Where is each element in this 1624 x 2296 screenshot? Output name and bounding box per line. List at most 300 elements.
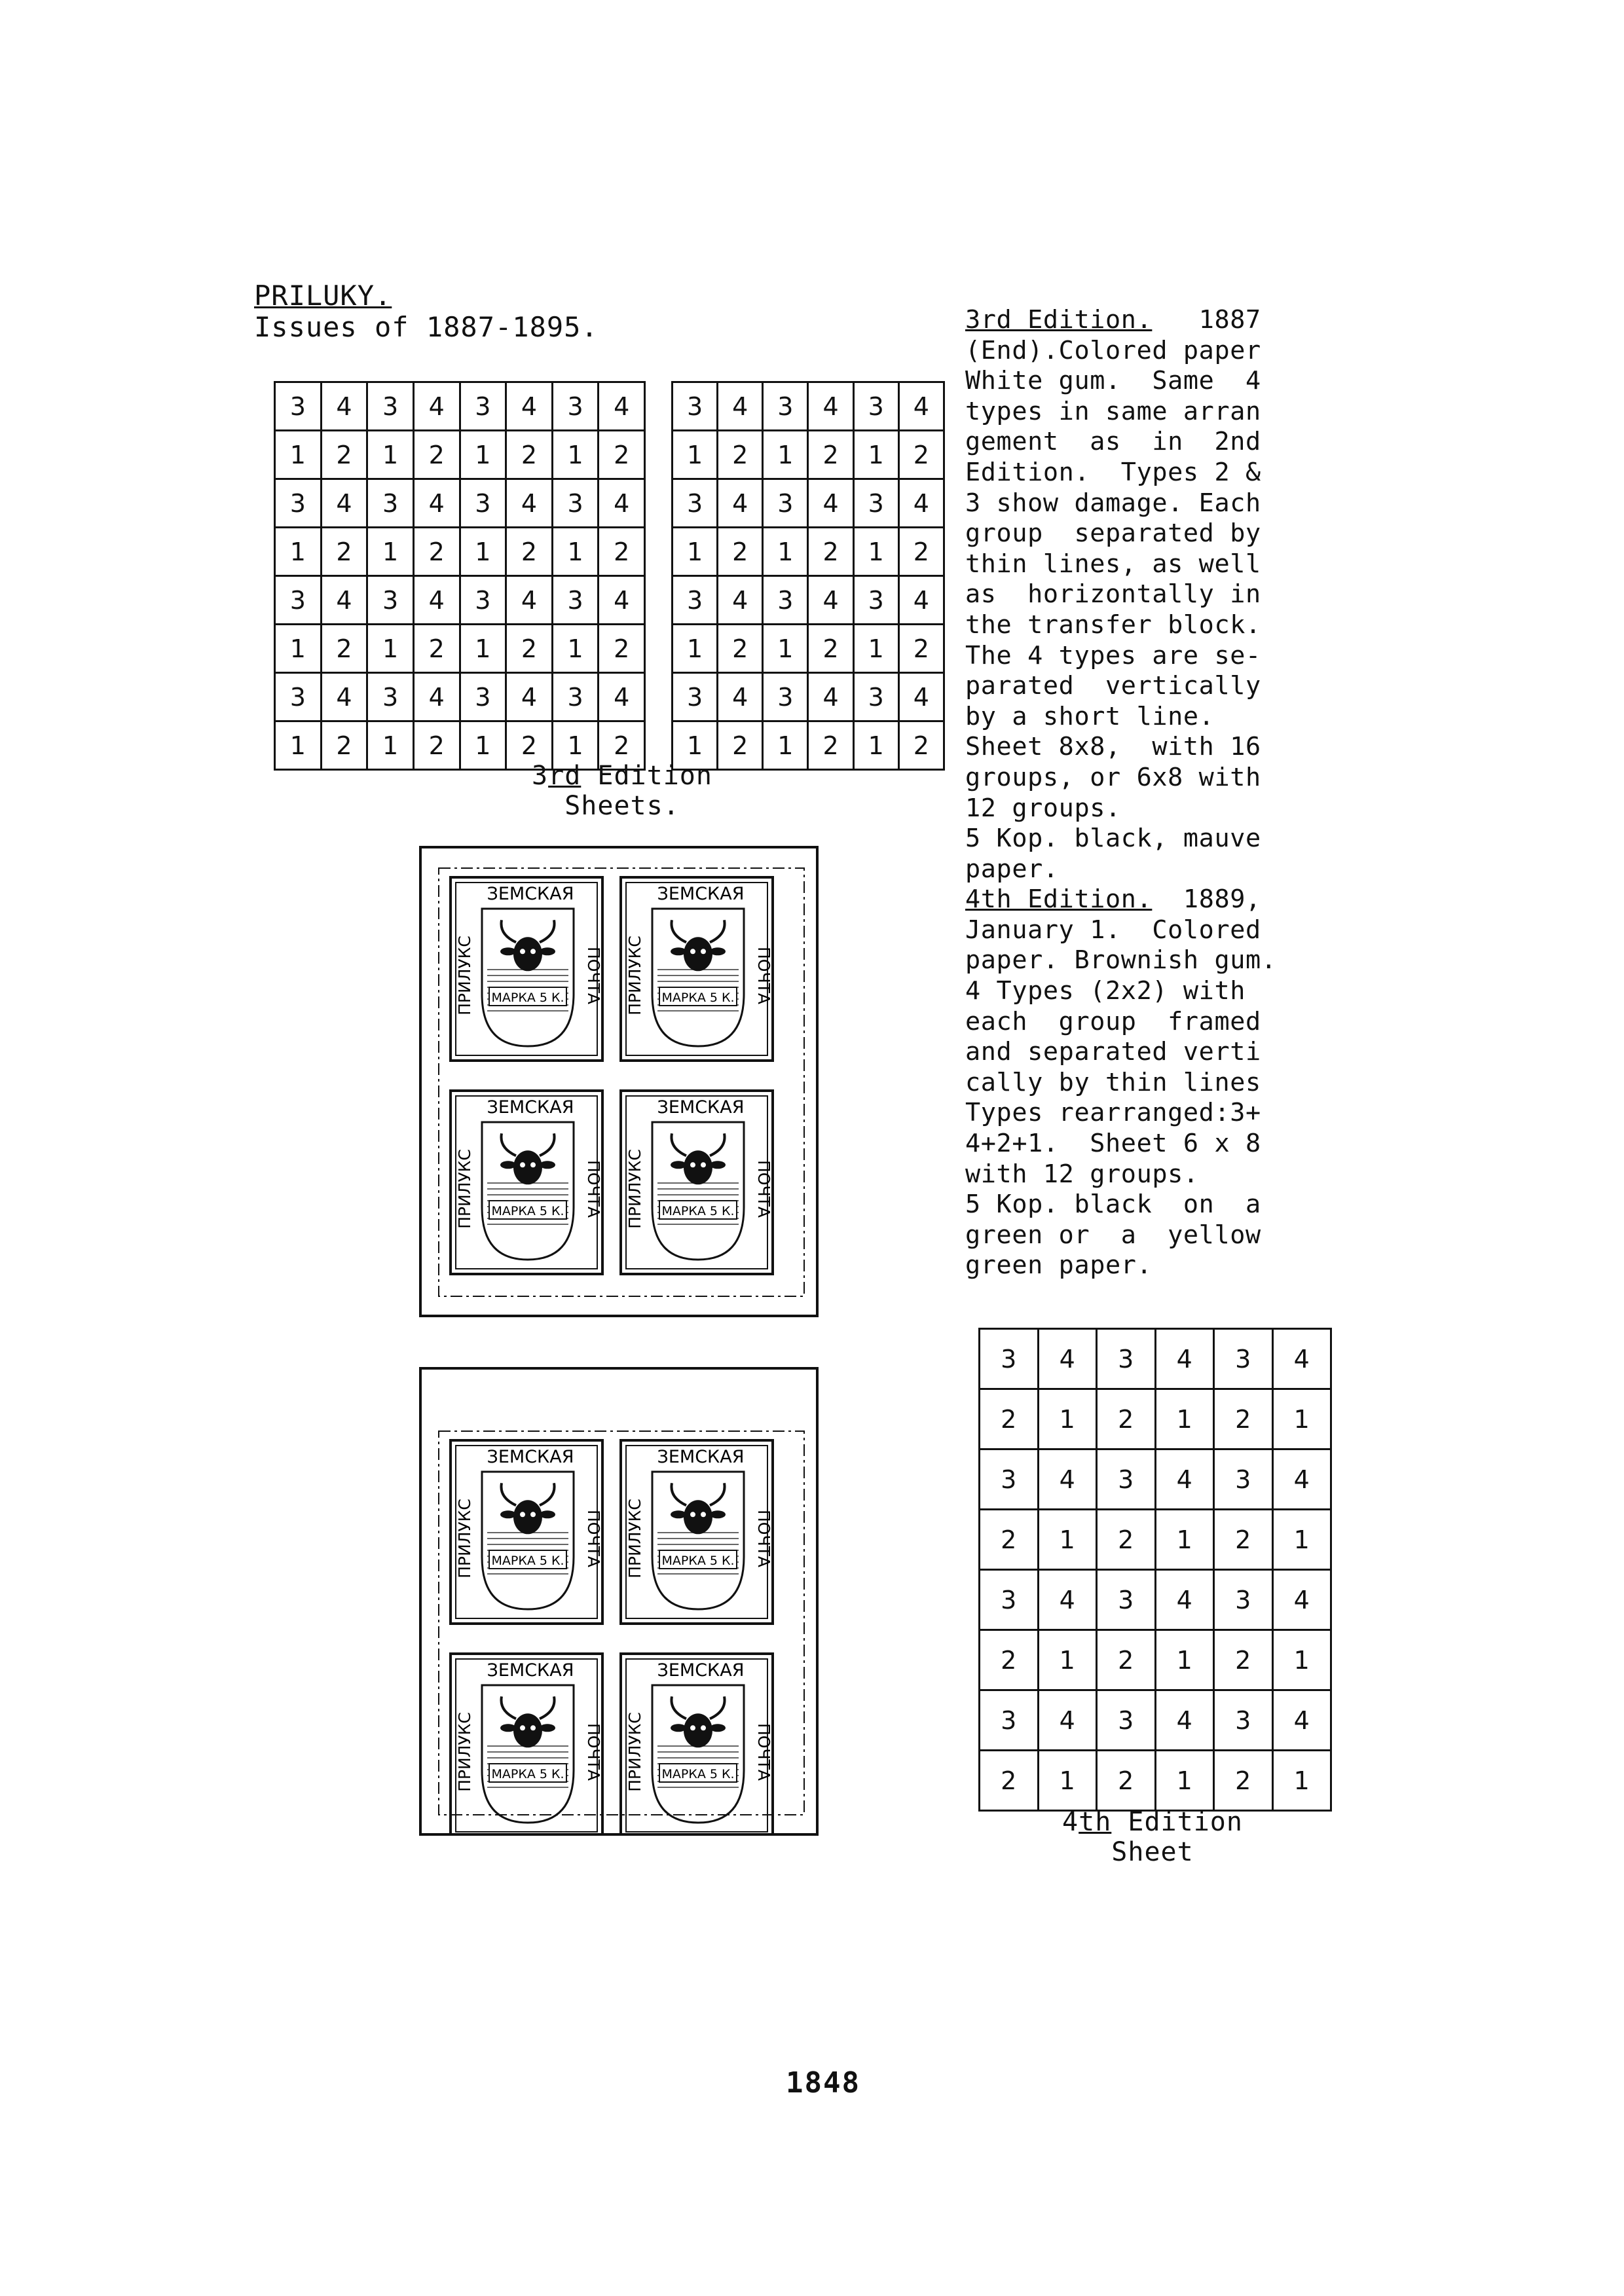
fourth-edition-sheet-6x8 xyxy=(978,1328,1332,1812)
grid-cell: 4 xyxy=(1272,1570,1331,1630)
bull-head-icon xyxy=(513,1500,542,1534)
caption-num: 4 xyxy=(1062,1807,1079,1837)
grid-cell: 4 xyxy=(1155,1570,1214,1630)
page-heading xyxy=(254,280,599,343)
grid-cell: 4 xyxy=(599,673,645,721)
stamp xyxy=(451,877,603,1061)
grid-cell: 2 xyxy=(506,721,553,770)
grid-cell: 3 xyxy=(275,576,322,625)
line-text: (End).Colored paper xyxy=(965,335,1261,365)
grid-cell: 4 xyxy=(898,479,944,528)
text-line xyxy=(965,671,1332,702)
text-line xyxy=(965,458,1332,488)
grid-cell: 3 xyxy=(1097,1329,1156,1389)
grid-cell: 3 xyxy=(275,479,322,528)
text-line xyxy=(965,1037,1332,1068)
stamp-value-text: МАРКА 5 К. xyxy=(661,991,735,1005)
grid-cell: 2 xyxy=(1097,1389,1156,1449)
grid-cell: 4 xyxy=(808,479,853,528)
grid-cell: 2 xyxy=(718,721,763,770)
grid-cell: 1 xyxy=(1155,1751,1214,1811)
grid-cell: 3 xyxy=(763,382,808,431)
grid-cell: 2 xyxy=(808,721,853,770)
grid-cell: 3 xyxy=(673,479,718,528)
grid-cell: 1 xyxy=(763,721,808,770)
third-edition-sheet-6x8 xyxy=(671,381,945,771)
grid-cell: 3 xyxy=(367,673,414,721)
line-text: Types rearranged:3+ xyxy=(965,1098,1261,1128)
line-text: the transfer block. xyxy=(965,610,1261,640)
grid-cell: 3 xyxy=(275,673,322,721)
grid-cell: 2 xyxy=(808,431,853,479)
grid-cell: 2 xyxy=(321,431,367,479)
grid-cell: 4 xyxy=(1155,1329,1214,1389)
stamp-right-text: ПОЧТА xyxy=(584,947,603,1004)
grid-row xyxy=(673,528,944,576)
grid-cell: 3 xyxy=(980,1449,1039,1510)
grid-cell: 3 xyxy=(460,382,506,431)
grid-row xyxy=(275,479,645,528)
bull-head-icon xyxy=(513,1150,542,1184)
text-line xyxy=(965,336,1332,367)
text-line xyxy=(965,427,1332,458)
text-line xyxy=(965,519,1332,549)
shield-outline xyxy=(482,1122,574,1260)
stamp xyxy=(451,1091,603,1274)
grid-cell: 4 xyxy=(321,382,367,431)
grid-cell: 1 xyxy=(1038,1630,1097,1690)
grid-cell: 1 xyxy=(552,528,599,576)
grid-cell: 4 xyxy=(506,479,553,528)
grid-cell: 1 xyxy=(552,625,599,673)
grid-cell: 1 xyxy=(1155,1510,1214,1570)
grid-cell: 1 xyxy=(763,431,808,479)
bull-head-icon xyxy=(513,937,542,971)
caption-num: 3 xyxy=(532,761,549,791)
grid-cell: 1 xyxy=(1272,1630,1331,1690)
line-text: cally by thin lines xyxy=(965,1067,1261,1097)
grid-cell: 2 xyxy=(718,625,763,673)
grid-cell: 1 xyxy=(1038,1751,1097,1811)
grid-row xyxy=(673,576,944,625)
grid-cell: 2 xyxy=(599,625,645,673)
grid-cell: 4 xyxy=(599,382,645,431)
grid-cell: 1 xyxy=(763,528,808,576)
stamp-top-text: ЗЕМСКАЯ xyxy=(487,1660,574,1681)
text-line xyxy=(965,1007,1332,1038)
stamp-right-text: ПОЧТА xyxy=(754,1160,773,1218)
grid-cell: 4 xyxy=(1038,1690,1097,1751)
heading-title: PRILUKY. xyxy=(254,280,392,312)
grid-cell: 3 xyxy=(673,673,718,721)
grid-cell: 2 xyxy=(599,431,645,479)
text-line xyxy=(965,641,1332,672)
line-text: The 4 types are se- xyxy=(965,640,1261,670)
grid-cell: 2 xyxy=(1214,1630,1273,1690)
grid-cell: 1 xyxy=(367,528,414,576)
stamp-top-text: ЗЕМСКАЯ xyxy=(657,1097,745,1118)
grid-cell: 1 xyxy=(673,721,718,770)
grid-cell: 2 xyxy=(1214,1389,1273,1449)
fourth-edition-sheet-caption xyxy=(1008,1807,1297,1867)
grid-row xyxy=(275,431,645,479)
bull-head-icon xyxy=(513,1713,542,1747)
stamp-left-text: ПРИЛУКС xyxy=(455,1499,474,1578)
line-text: 5 Kop. black on a xyxy=(965,1190,1261,1220)
grid-cell: 2 xyxy=(808,528,853,576)
stamp-top-text: ЗЕМСКАЯ xyxy=(657,884,745,904)
stamp-left-text: ПРИЛУКС xyxy=(625,1149,644,1229)
line-text: Sheet 8x8, with 16 xyxy=(965,732,1261,762)
line-text: with 12 groups. xyxy=(965,1159,1199,1189)
stamp-left-text: ПРИЛУКС xyxy=(625,936,644,1015)
grid-cell: 4 xyxy=(808,382,853,431)
line-text: 3 show damage. Each xyxy=(965,488,1261,518)
grid-row xyxy=(980,1630,1331,1690)
shield-outline xyxy=(482,909,574,1046)
grid-row xyxy=(673,382,944,431)
grid-cell: 4 xyxy=(808,673,853,721)
caption-rest: Edition xyxy=(1111,1807,1243,1837)
stamp-value-text: МАРКА 5 К. xyxy=(491,1767,564,1781)
shield-outline xyxy=(652,1685,744,1823)
grid-cell: 2 xyxy=(506,431,553,479)
grid-cell: 1 xyxy=(367,721,414,770)
grid-cell: 2 xyxy=(1097,1630,1156,1690)
bull-head-icon xyxy=(684,937,712,971)
line-text: paper. xyxy=(965,854,1059,884)
line-text: parated vertically xyxy=(965,671,1261,701)
grid-cell: 1 xyxy=(1155,1389,1214,1449)
grid-cell: 3 xyxy=(853,673,898,721)
grid-cell: 1 xyxy=(673,528,718,576)
grid-cell: 3 xyxy=(1214,1329,1273,1389)
grid-cell: 4 xyxy=(718,479,763,528)
grid-cell: 4 xyxy=(1038,1570,1097,1630)
grid-cell: 3 xyxy=(552,479,599,528)
grid-cell: 1 xyxy=(367,431,414,479)
grid-cell: 2 xyxy=(718,528,763,576)
text-line xyxy=(965,1190,1332,1220)
grid-cell: 3 xyxy=(1097,1449,1156,1510)
grid-cell: 2 xyxy=(321,721,367,770)
grid-cell: 1 xyxy=(460,431,506,479)
grid-cell: 4 xyxy=(1038,1329,1097,1389)
grid-cell: 4 xyxy=(1272,1449,1331,1510)
line-text: 5 Kop. black, mauve xyxy=(965,824,1261,854)
grid-cell: 1 xyxy=(275,625,322,673)
grid-cell: 2 xyxy=(808,625,853,673)
grid-cell: 4 xyxy=(321,576,367,625)
grid-cell: 3 xyxy=(1097,1690,1156,1751)
grid-cell: 2 xyxy=(1097,1751,1156,1811)
stamp-value-text: МАРКА 5 К. xyxy=(661,1554,735,1568)
grid-cell: 4 xyxy=(506,673,553,721)
line-text: Edition. Types 2 & xyxy=(965,457,1261,487)
grid-cell: 4 xyxy=(506,382,553,431)
grid-row xyxy=(980,1510,1331,1570)
grid-row xyxy=(275,576,645,625)
stamp-top-text: ЗЕМСКАЯ xyxy=(487,884,574,904)
shield-outline xyxy=(482,1472,574,1609)
grid-cell: 3 xyxy=(1214,1690,1273,1751)
text-line xyxy=(965,366,1332,397)
stamp-block-illustration xyxy=(422,848,816,1315)
stamp xyxy=(621,1091,773,1274)
grid-row xyxy=(980,1751,1331,1811)
grid-row xyxy=(275,528,645,576)
text-line xyxy=(965,579,1332,610)
grid-cell: 4 xyxy=(1272,1690,1331,1751)
text-line xyxy=(965,854,1332,885)
grid-cell: 2 xyxy=(1214,1510,1273,1570)
stamp-right-text: ПОЧТА xyxy=(754,947,773,1004)
grid-cell: 3 xyxy=(367,576,414,625)
stamp-top-text: ЗЕМСКАЯ xyxy=(487,1097,574,1118)
grid-cell: 3 xyxy=(552,382,599,431)
text-line xyxy=(965,1129,1332,1159)
line-text: each group framed xyxy=(965,1006,1261,1036)
third-edition-sheet-8x8 xyxy=(274,381,646,771)
grid-cell: 1 xyxy=(673,431,718,479)
grid-cell: 4 xyxy=(718,382,763,431)
grid-cell: 4 xyxy=(1038,1449,1097,1510)
grid-cell: 1 xyxy=(460,625,506,673)
grid-cell: 3 xyxy=(980,1570,1039,1630)
grid-cell: 3 xyxy=(980,1329,1039,1389)
text-line xyxy=(965,1098,1332,1129)
grid-row xyxy=(980,1389,1331,1449)
stamp-value-text: МАРКА 5 К. xyxy=(491,991,564,1005)
grid-cell: 4 xyxy=(599,479,645,528)
grid-cell: 1 xyxy=(275,721,322,770)
grid-cell: 2 xyxy=(1214,1751,1273,1811)
grid-cell: 2 xyxy=(321,528,367,576)
grid-cell: 1 xyxy=(275,431,322,479)
grid-cell: 1 xyxy=(1272,1751,1331,1811)
text-line xyxy=(965,488,1332,519)
text-line xyxy=(965,397,1332,428)
text-line xyxy=(965,1068,1332,1099)
stamp-left-text: ПРИЛУКС xyxy=(455,936,474,1015)
grid-cell: 2 xyxy=(321,625,367,673)
grid-cell: 4 xyxy=(718,576,763,625)
grid-row xyxy=(980,1690,1331,1751)
line-text: gement as in 2nd xyxy=(965,427,1261,457)
grid-cell: 1 xyxy=(275,528,322,576)
grid-cell: 3 xyxy=(460,673,506,721)
grid-cell: 3 xyxy=(367,382,414,431)
grid-cell: 1 xyxy=(853,528,898,576)
grid-row xyxy=(673,431,944,479)
text-line xyxy=(965,945,1332,976)
line-text: 4+2+1. Sheet 6 x 8 xyxy=(965,1129,1261,1159)
grid-cell: 4 xyxy=(321,479,367,528)
stamp-top-text: ЗЕМСКАЯ xyxy=(657,1660,745,1681)
grid-cell: 4 xyxy=(413,673,460,721)
stamp-left-text: ПРИЛУКС xyxy=(625,1712,644,1792)
grid-cell: 3 xyxy=(460,479,506,528)
text-line xyxy=(965,702,1332,733)
grid-cell: 1 xyxy=(673,625,718,673)
grid-cell: 4 xyxy=(718,673,763,721)
text-line xyxy=(965,1159,1332,1190)
grid-cell: 3 xyxy=(763,479,808,528)
grid-row xyxy=(275,382,645,431)
grid-cell: 1 xyxy=(763,625,808,673)
stamp-top-text: ЗЕМСКАЯ xyxy=(657,1447,745,1467)
grid-cell: 4 xyxy=(413,576,460,625)
grid-cell: 1 xyxy=(1038,1510,1097,1570)
grid-cell: 3 xyxy=(853,382,898,431)
grid-cell: 4 xyxy=(1155,1449,1214,1510)
stamp xyxy=(451,1440,603,1624)
grid-cell: 1 xyxy=(853,625,898,673)
stamp-right-text: ПОЧТА xyxy=(754,1510,773,1567)
grid-cell: 2 xyxy=(980,1630,1039,1690)
grid-cell: 1 xyxy=(552,431,599,479)
stamp-right-text: ПОЧТА xyxy=(584,1510,603,1567)
grid-cell: 3 xyxy=(552,576,599,625)
grid-cell: 2 xyxy=(980,1510,1039,1570)
grid-cell: 2 xyxy=(980,1389,1039,1449)
stamp-top-text: ЗЕМСКАЯ xyxy=(487,1447,574,1467)
stamp-value-text: МАРКА 5 К. xyxy=(491,1204,564,1218)
line-text: 4 Types (2x2) with xyxy=(965,976,1246,1006)
caption-suffix: rd xyxy=(548,761,581,791)
shield-outline xyxy=(652,1122,744,1260)
grid-cell: 2 xyxy=(413,431,460,479)
shield-outline xyxy=(652,909,744,1046)
grid-cell: 1 xyxy=(552,721,599,770)
text-line xyxy=(965,305,1332,336)
text-line xyxy=(965,824,1332,854)
grid-cell: 2 xyxy=(898,431,944,479)
grid-cell: 2 xyxy=(898,528,944,576)
line-text: 1889, xyxy=(1152,884,1261,915)
grid-cell: 1 xyxy=(1272,1510,1331,1570)
bull-head-icon xyxy=(684,1713,712,1747)
line-text: thin lines, as well xyxy=(965,549,1261,579)
text-line xyxy=(965,884,1332,915)
grid-cell: 1 xyxy=(367,625,414,673)
stamp xyxy=(451,1654,603,1833)
third-edition-sheets-caption xyxy=(485,761,760,821)
line-text: green or a yellow xyxy=(965,1220,1261,1250)
line-text: and separated verti xyxy=(965,1037,1261,1067)
line-text: types in same arran xyxy=(965,396,1261,426)
grid-row xyxy=(673,673,944,721)
stamp-right-text: ПОЧТА xyxy=(584,1160,603,1218)
grid-cell: 4 xyxy=(808,576,853,625)
text-line xyxy=(965,793,1332,824)
text-line xyxy=(965,732,1332,763)
grid-cell: 2 xyxy=(599,721,645,770)
caption-rest: Edition xyxy=(581,761,712,791)
line-text: White gum. Same 4 xyxy=(965,366,1261,396)
line-text: January 1. Colored xyxy=(965,915,1261,945)
grid-row xyxy=(980,1329,1331,1389)
line-text: by a short line. xyxy=(965,701,1215,731)
grid-cell: 3 xyxy=(1214,1570,1273,1630)
stamp-value-text: МАРКА 5 К. xyxy=(661,1767,735,1781)
grid-cell: 4 xyxy=(1272,1329,1331,1389)
grid-cell: 2 xyxy=(718,431,763,479)
grid-cell: 1 xyxy=(853,721,898,770)
grid-cell: 2 xyxy=(413,625,460,673)
text-line xyxy=(965,610,1332,641)
grid-cell: 3 xyxy=(460,576,506,625)
line-text: groups, or 6x8 with xyxy=(965,762,1261,792)
stamp-left-text: ПРИЛУКС xyxy=(455,1712,474,1792)
stamp-left-text: ПРИЛУКС xyxy=(625,1499,644,1578)
stamp-block-illustration xyxy=(422,1370,816,1833)
grid-cell: 2 xyxy=(413,528,460,576)
line-text: 12 groups. xyxy=(965,793,1121,823)
caption-line2: Sheets. xyxy=(564,791,680,821)
grid-cell: 2 xyxy=(506,625,553,673)
bull-head-icon xyxy=(684,1500,712,1534)
edition-description-text xyxy=(965,305,1332,1281)
grid-cell: 3 xyxy=(673,382,718,431)
grid-row xyxy=(980,1570,1331,1630)
grid-cell: 3 xyxy=(853,479,898,528)
grid-cell: 3 xyxy=(853,576,898,625)
grid-cell: 3 xyxy=(552,673,599,721)
grid-cell: 3 xyxy=(367,479,414,528)
grid-cell: 4 xyxy=(898,673,944,721)
grid-cell: 1 xyxy=(1272,1389,1331,1449)
shield-outline xyxy=(482,1685,574,1823)
line-text: paper. Brownish gum. xyxy=(965,945,1277,975)
stamp-left-text: ПРИЛУКС xyxy=(455,1149,474,1229)
shield-outline xyxy=(652,1472,744,1609)
caption-suffix: th xyxy=(1079,1807,1112,1837)
caption-line2: Sheet xyxy=(1111,1837,1194,1867)
page-number: 1848 xyxy=(786,2066,860,2100)
stamp xyxy=(621,1654,773,1833)
grid-cell: 2 xyxy=(413,721,460,770)
grid-cell: 2 xyxy=(1097,1510,1156,1570)
underlined-heading: 4th Edition. xyxy=(965,884,1153,915)
grid-cell: 2 xyxy=(980,1751,1039,1811)
grid-cell: 4 xyxy=(321,673,367,721)
stamp-right-text: ПОЧТА xyxy=(584,1723,603,1781)
underlined-heading: 3rd Edition. xyxy=(965,305,1153,335)
grid-cell: 4 xyxy=(599,576,645,625)
stamp-value-text: МАРКА 5 К. xyxy=(491,1554,564,1568)
grid-cell: 4 xyxy=(413,479,460,528)
stamp-value-text: МАРКА 5 К. xyxy=(661,1204,735,1218)
heading-subtitle: Issues of 1887-1895. xyxy=(254,311,599,343)
grid-cell: 4 xyxy=(413,382,460,431)
grid-cell: 1 xyxy=(460,721,506,770)
text-line xyxy=(965,976,1332,1007)
grid-cell: 3 xyxy=(763,576,808,625)
bull-head-icon xyxy=(684,1150,712,1184)
text-line xyxy=(965,915,1332,946)
grid-cell: 3 xyxy=(275,382,322,431)
grid-cell: 2 xyxy=(898,721,944,770)
grid-cell: 3 xyxy=(980,1690,1039,1751)
stamp xyxy=(621,877,773,1061)
line-text: 1887 xyxy=(1152,305,1261,335)
grid-cell: 1 xyxy=(1155,1630,1214,1690)
grid-cell: 3 xyxy=(673,576,718,625)
text-line xyxy=(965,763,1332,793)
grid-cell: 1 xyxy=(853,431,898,479)
grid-cell: 2 xyxy=(506,528,553,576)
